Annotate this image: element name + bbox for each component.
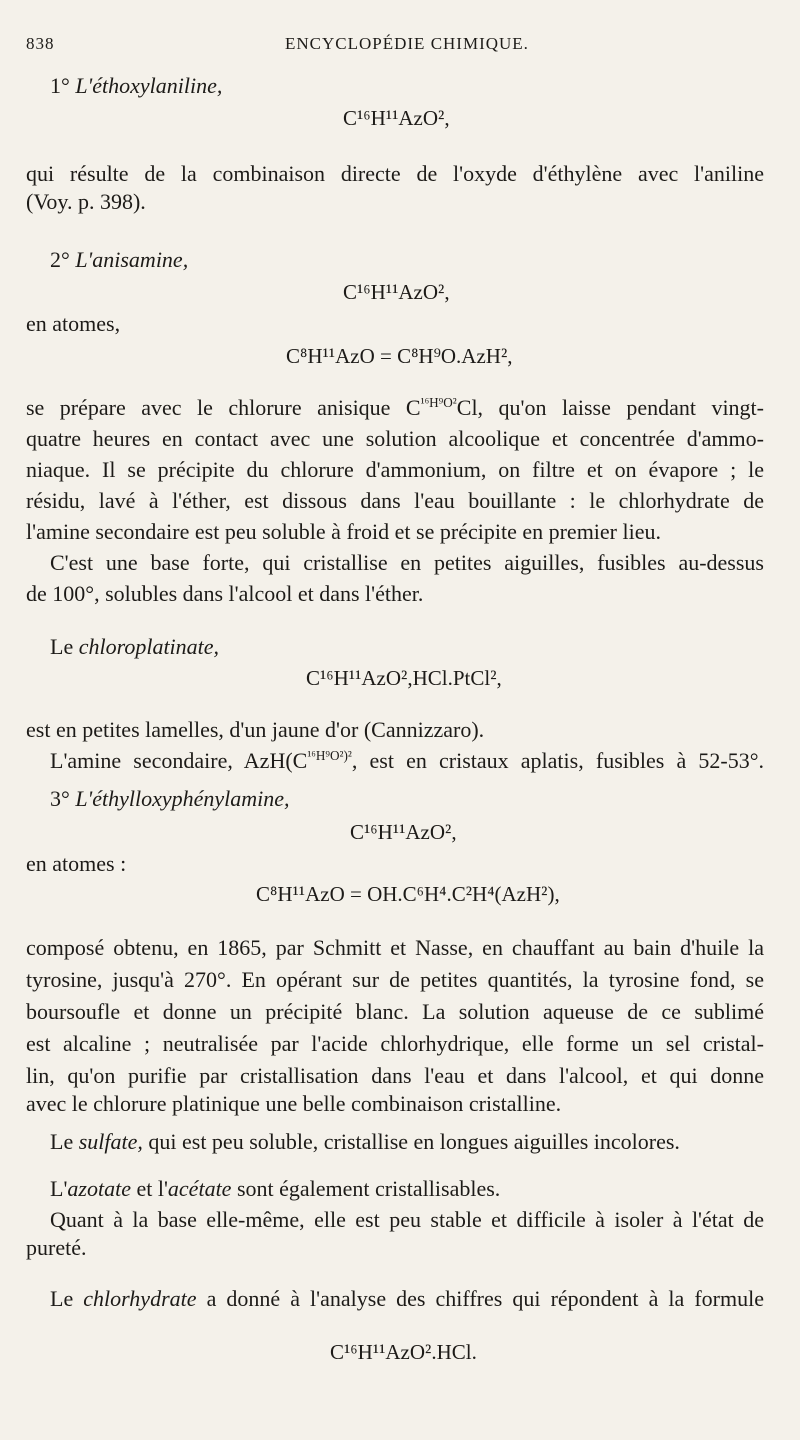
formula-6: C⁸H¹¹AzO = OH.C⁶H⁴.C²H⁴(AzH²), xyxy=(256,882,560,906)
sulfate-word: sulfate, xyxy=(78,1129,143,1154)
para-6-line-6: avec le chlorure platinique une belle combinaison cristalline. xyxy=(26,1091,562,1116)
para-6-line-3: boursoufle et donne un précipité blanc. La solution aqueuse de ce sublimé xyxy=(26,999,764,1024)
formula-2: C¹⁶H¹¹AzO², xyxy=(343,280,450,304)
para-2-line-2: quatre heures en contact avec une solution alcoolique et concentrée d'ammo- xyxy=(26,426,764,451)
para-2-text-b: Cl, qu'on laisse pendant vingt- xyxy=(456,395,764,420)
para-8 xyxy=(50,1175,500,1203)
para-3-line-2: de 100°, solubles dans l'alcool et dans l'éther. xyxy=(26,581,424,606)
section-2-name: L'anisamine, xyxy=(75,247,189,272)
formula-5: C¹⁶H¹¹AzO², xyxy=(350,820,457,844)
para-5-text-b: , est en cristaux aplatis, fusibles à 52-53°. xyxy=(351,748,764,773)
para-2-line-5: l'amine secondaire est peu soluble à froid et se précipite en premier lieu. xyxy=(26,519,661,544)
para-4: est en petites lamelles, d'un jaune d'or (Cannizzaro). xyxy=(26,717,485,742)
chlorhydrate-word: chlorhydrate xyxy=(83,1286,197,1311)
para-1-line-2: (Voy. p. 398). xyxy=(26,189,146,214)
para-3-line-1: C'est une base forte, qui cristallise en petites aiguilles, fusibles au-dessus xyxy=(50,550,764,575)
anisic-chloride-formula: ¹⁶H⁹O² xyxy=(420,395,457,411)
azotate-word: azotate xyxy=(67,1176,131,1201)
section-2-heading xyxy=(50,246,188,274)
formula-4: C¹⁶H¹¹AzO²,HCl.PtCl², xyxy=(306,666,502,690)
word-le-2: Le xyxy=(50,1129,74,1154)
para-5-text-a: L'amine secondaire, AzH(C xyxy=(50,748,308,773)
word-le-3: Le xyxy=(50,1286,74,1311)
running-title: ENCYCLOPÉDIE CHIMIQUE. xyxy=(285,34,529,53)
amine-group-formula: ¹⁶H⁹O²)² xyxy=(307,748,352,764)
formula-3: C⁸H¹¹AzO = C⁸H⁹O.AzH², xyxy=(286,344,513,368)
para-6-line-1: composé obtenu, en 1865, par Schmitt et Nasse, en chauffant au bain d'huile la xyxy=(26,935,764,960)
para-2-text-a: se prépare avec le chlorure anisique C xyxy=(26,395,421,420)
para-9-line-1: Quant à la base elle-même, elle est peu stable et difficile à isoler à l'état de xyxy=(50,1207,764,1232)
acetate-word: acétate xyxy=(167,1176,232,1201)
formula-1: C¹⁶H¹¹AzO², xyxy=(343,106,450,130)
para-7 xyxy=(50,1128,680,1156)
para-5 xyxy=(50,747,764,775)
para-2-line-3: niaque. Il se précipite du chlorure d'ammonium, on filtre et on évapore ; le xyxy=(26,457,764,482)
para-10-text: a donné à l'analyse des chiffres qui répondent à la formule xyxy=(196,1286,765,1311)
para-6-line-4: est alcaline ; neutralisée par l'acide chlorhydrique, elle forme un sel cristal- xyxy=(26,1031,764,1056)
label-en-atomes-2: en atomes : xyxy=(26,851,127,876)
section-1-name: L'éthoxylaniline, xyxy=(75,73,223,98)
para-7-text: qui est peu soluble, cristallise en longues aiguilles incolores. xyxy=(142,1129,680,1154)
para-6-line-2: tyrosine, jusqu'à 270°. En opérant sur de petites quantités, la tyrosine fond, se xyxy=(26,967,764,992)
word-l-1: L' xyxy=(50,1176,68,1201)
para-9-line-2: pureté. xyxy=(26,1235,87,1260)
para-6-line-5: lin, qu'on purifie par cristallisation dans l'eau et dans l'alcool, et qui donne xyxy=(26,1063,764,1088)
word-et-l: et l' xyxy=(130,1176,168,1201)
label-en-atomes-1: en atomes, xyxy=(26,311,121,336)
section-3-name: L'éthylloxyphénylamine, xyxy=(75,786,290,811)
section-1-heading xyxy=(50,72,222,100)
chloroplatinate-word: chloroplatinate, xyxy=(78,634,220,659)
para-2-line-1 xyxy=(26,394,764,422)
section-3-number: 3° xyxy=(50,786,70,811)
section-3-heading xyxy=(50,785,290,813)
section-1-number: 1° xyxy=(50,73,70,98)
word-le-1: Le xyxy=(50,634,74,659)
section-2-number: 2° xyxy=(50,247,70,272)
para-10 xyxy=(50,1285,764,1313)
para-2-line-4: résidu, lavé à l'éther, est dissous dans l'eau bouillante : le chlorhydrate de xyxy=(26,488,764,513)
page-number: 838 xyxy=(26,34,55,53)
para-1-line-1: qui résulte de la combinaison directe de l'oxyde d'éthylène avec l'aniline xyxy=(26,161,764,186)
formula-7: C¹⁶H¹¹AzO².HCl. xyxy=(330,1340,477,1364)
para-8-text: sont également cristallisables. xyxy=(231,1176,501,1201)
chloroplatinate-heading xyxy=(50,633,219,661)
